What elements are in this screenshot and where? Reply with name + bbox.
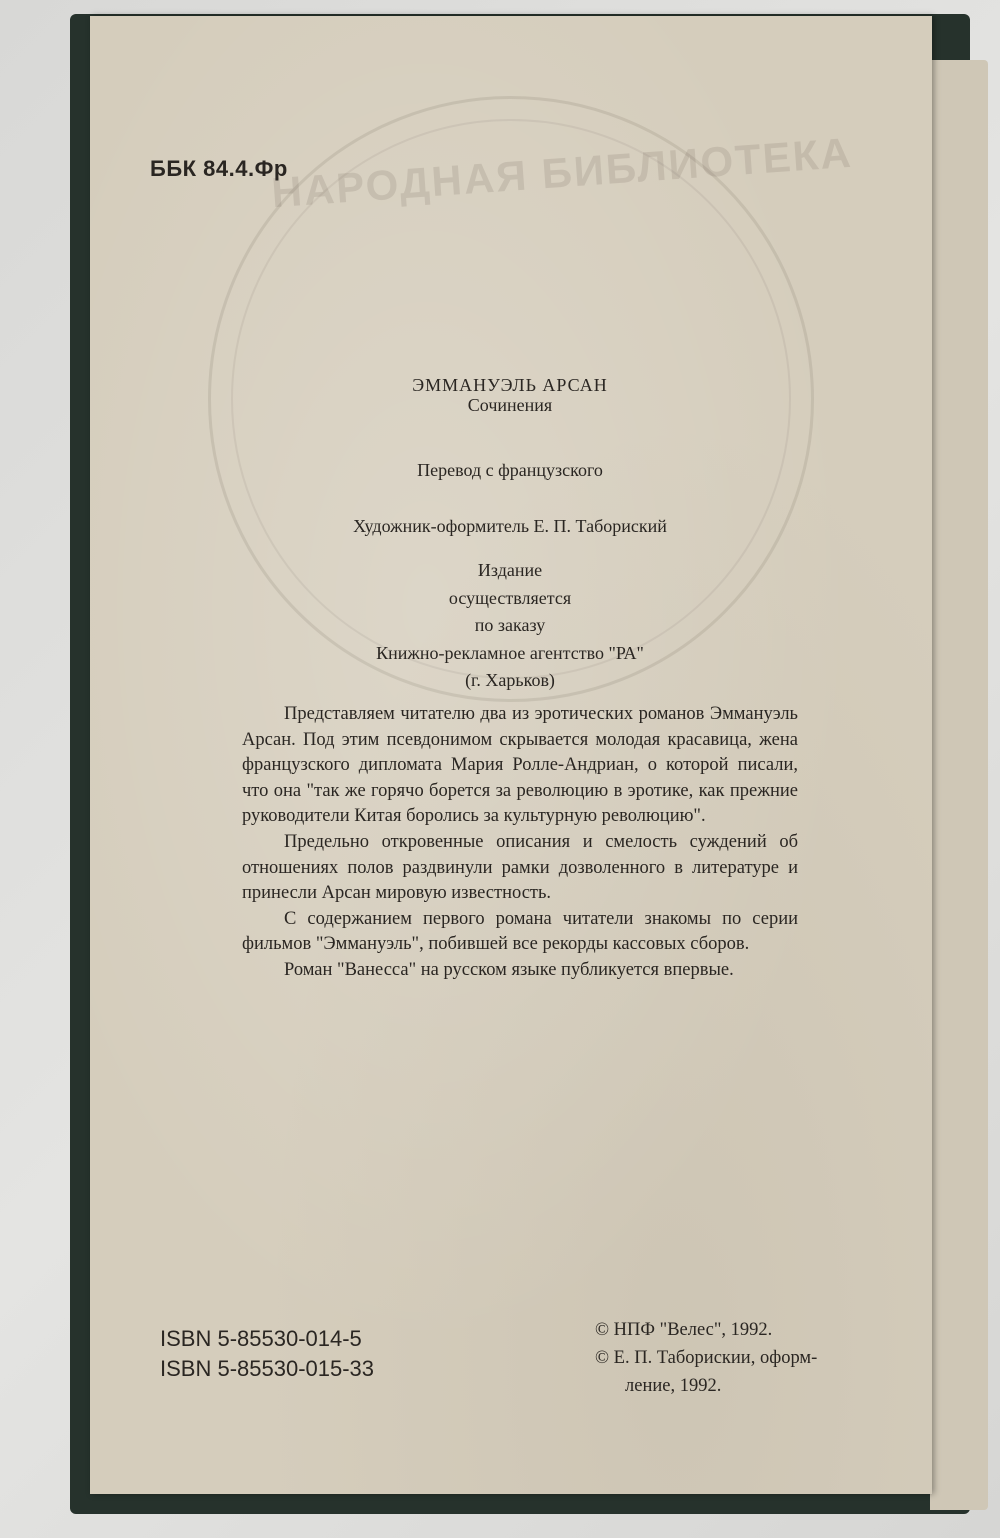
work-type: Сочинения <box>467 395 553 415</box>
copyright-line: ление, 1992. <box>625 1376 722 1396</box>
annotation-paragraph: Предельно откровенные описания и смелость суждений об отношениях полов раздвинули рамки дозволенного в литературе и принесли Арсан мировую известность. <box>242 831 798 904</box>
isbn-block <box>160 1324 374 1384</box>
copyright-line: © Е. П. Таборискии, оформ- <box>595 1348 818 1368</box>
edition-line: Издание <box>477 560 543 580</box>
copyright-block <box>595 1316 875 1400</box>
isbn-line: ISBN 5-85530-014-5 <box>160 1326 362 1351</box>
book-page <box>90 16 932 1494</box>
edition-line: осуществляется <box>448 587 572 608</box>
stamp-text: НАРОДНАЯ БИБЛИОТЕКА <box>270 128 855 217</box>
copyright-line: © НПФ "Велес", 1992. <box>595 1320 773 1340</box>
edition-line: (г. Харьков) <box>465 670 555 690</box>
author-name: ЭММАНУЭЛЬ АРСАН <box>412 375 608 395</box>
translation-note: Перевод с французского <box>417 460 603 480</box>
edition-line: Книжно-рекламное агентство "РА" <box>376 642 644 663</box>
edition-line: по заказу <box>474 615 546 635</box>
annotation <box>242 702 798 984</box>
annotation-paragraph: С содержанием первого романа читатели знакомы по серии фильмов "Эммануэль", побившей все рекорды кассовых сборов. <box>242 908 798 955</box>
edition-info <box>260 556 760 694</box>
bbk-classification: ББК 84.4.Фр <box>150 156 288 181</box>
back-page-edge <box>930 60 988 1510</box>
isbn-line: ISBN 5-85530-015-33 <box>160 1356 375 1381</box>
annotation-paragraph: Представляем читателю два из эротических романов Эммануэль Арсан. Под этим псевдонимом скрывается молодая красавица, жена французского дипломата Мария Ролле-Андриан, о которой писали, что она "так же горячо борется за революцию в эротике, как прежние руководители Китая боролись за культурную революцию". <box>242 704 798 827</box>
annotation-paragraph: Роман "Ванесса" на русском языке публикуется впервые. <box>284 959 734 980</box>
artist-credit: Художник-оформитель Е. П. Табориский <box>353 516 667 536</box>
